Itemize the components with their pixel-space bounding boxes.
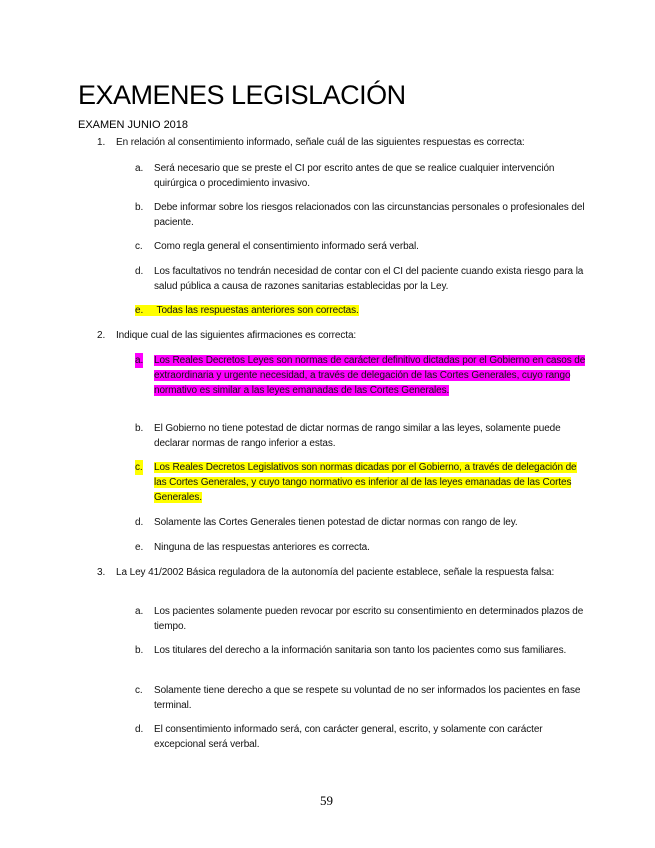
option-1d <box>135 264 590 294</box>
option-letter: b. <box>135 645 144 656</box>
option-text: El Gobierno no tiene potestad de dictar normas de rango similar a las leyes, solamente puede declarar normas de rango inferior a estas. <box>154 423 561 449</box>
option-3a <box>135 604 590 634</box>
question-3 <box>97 565 587 580</box>
option-text: Los Reales Decretos Leyes son normas de carácter definitivo dictadas por el Gobierno en casos de extraordinaria y urgente necesidad, a través de delegación de las Cortes Generales, cuyo rango normativo es similar a las leyes emanadas de las Cortes Generales. <box>154 355 586 396</box>
option-3b <box>135 643 590 658</box>
option-text: Los titulares del derecho a la información sanitaria son tanto los pacientes como sus familiares. <box>154 645 567 656</box>
option-1e <box>135 303 590 318</box>
option-text: Como regla general el consentimiento informado será verbal. <box>154 241 419 252</box>
page-title: EXAMENES LEGISLACIÓN <box>78 80 406 110</box>
question-number: 3. <box>97 567 106 578</box>
exam-subtitle: EXAMEN JUNIO 2018 <box>78 119 189 131</box>
option-text: Solamente tiene derecho a que se respete su voluntad de no ser informados los pacientes en fase terminal. <box>154 685 581 711</box>
page-number: 59 <box>320 793 333 808</box>
option-2d <box>135 515 590 530</box>
option-text: Solamente las Cortes Generales tienen potestad de dictar normas con rango de ley. <box>154 517 518 528</box>
option-letter: c. <box>135 462 143 473</box>
option-2a <box>135 353 590 398</box>
question-number: 1. <box>97 137 106 148</box>
option-letter: a. <box>135 355 144 366</box>
option-2b <box>135 421 590 451</box>
option-text: Ninguna de las respuestas anteriores es correcta. <box>154 542 370 553</box>
option-1c <box>135 239 590 254</box>
option-text: Todas las respuestas anteriores son correctas. <box>156 305 359 316</box>
option-letter: b. <box>135 202 144 213</box>
option-1a <box>135 161 590 191</box>
question-text: En relación al consentimiento informado, señale cuál de las siguientes respuestas es correcta: <box>116 137 525 148</box>
option-text: Los facultativos no tendrán necesidad de contar con el CI del paciente cuando exista riesgo para la salud pública a causa de razones sanitarias establecidas por la Ley. <box>154 266 584 292</box>
option-letter: c. <box>135 241 143 252</box>
option-letter: d. <box>135 517 144 528</box>
option-text: Los Reales Decretos Legislativos son normas dicadas por el Gobierno, a través de delegación de las Cortes Generales, y cuyo tango normativo es inferior al de las leyes emanadas de las Cortes Generales. <box>154 462 577 503</box>
option-1b <box>135 200 590 230</box>
option-text: El consentimiento informado será, con carácter general, escrito, y solamente con carácter excepcional será verbal. <box>154 724 543 750</box>
option-letter: b. <box>135 423 144 434</box>
highlighted-answer <box>135 305 359 316</box>
option-text: Será necesario que se preste el CI por escrito antes de que se realice cualquier intervención quirúrgica o procedimiento invasivo. <box>154 163 555 189</box>
option-letter: d. <box>135 724 144 735</box>
option-3d <box>135 722 590 752</box>
option-text: Debe informar sobre los riesgos relacionados con las circunstancias personales o profesionales del paciente. <box>154 202 585 228</box>
option-letter: a. <box>135 163 144 174</box>
option-letter: c. <box>135 685 143 696</box>
question-text: Indique cual de las siguientes afirmaciones es correcta: <box>116 330 357 341</box>
option-2e <box>135 540 590 555</box>
question-1 <box>97 135 587 150</box>
option-3c <box>135 683 590 713</box>
option-text: Los pacientes solamente pueden revocar por escrito su consentimiento en determinados plazos de tiempo. <box>154 606 584 632</box>
question-number: 2. <box>97 330 106 341</box>
question-text: La Ley 41/2002 Básica reguladora de la autonomía del paciente establece, señale la respuesta falsa: <box>116 567 555 578</box>
option-letter: e. <box>135 542 144 553</box>
option-letter: a. <box>135 606 144 617</box>
option-2c <box>135 460 590 505</box>
question-2 <box>97 328 587 343</box>
option-letter: e. <box>135 305 144 316</box>
option-letter: d. <box>135 266 144 277</box>
